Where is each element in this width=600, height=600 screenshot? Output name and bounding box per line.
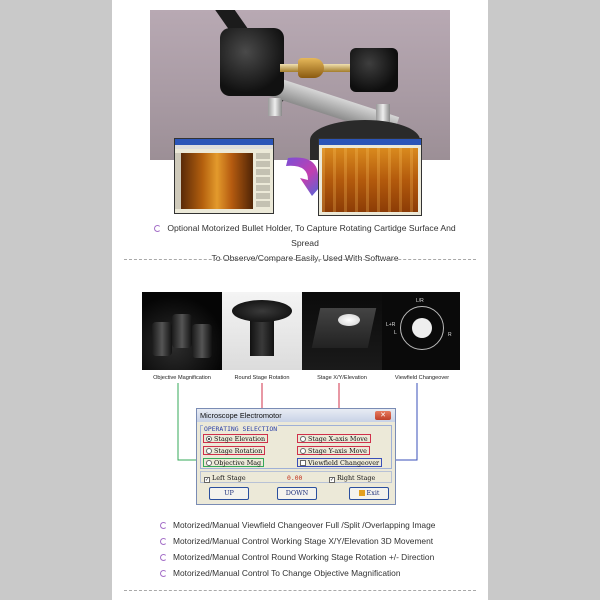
- group-label: OPERATING SELECTION: [204, 425, 278, 433]
- exit-button[interactable]: Exit: [349, 487, 389, 500]
- product-page: [112, 0, 488, 600]
- divider: [124, 590, 476, 591]
- dialog-titlebar: [197, 409, 395, 422]
- dialog-title: Microscope Electromotor: [200, 411, 282, 420]
- down-button[interactable]: DOWN: [277, 487, 317, 500]
- feature-list: [160, 517, 435, 581]
- option-stage-rotation[interactable]: Stage Rotation: [203, 446, 265, 455]
- option-stage-elevation[interactable]: Stage Elevation: [203, 434, 268, 443]
- up-button[interactable]: UP: [209, 487, 249, 500]
- marker-top: L/R: [416, 298, 424, 304]
- stage-value: 0.00: [287, 474, 303, 482]
- bullet-icon: [160, 538, 167, 545]
- check-icon: ✓: [205, 477, 210, 483]
- marker-left: L: [394, 330, 397, 336]
- option-stage-y[interactable]: Stage Y-axis Move: [297, 446, 370, 455]
- operating-selection-group: [200, 425, 392, 469]
- label-viewfield: Viewfield Changeover: [394, 375, 450, 381]
- radio-icon: [300, 448, 306, 454]
- callout-lines: [112, 0, 488, 600]
- list-item: Motorized/Manual Control Working Stage X/Y/Elevation 3D Movement: [160, 533, 435, 549]
- option-objective-mag[interactable]: Objective Mag: [203, 458, 264, 467]
- list-item: Motorized/Manual Control To Change Objective Magnification: [160, 565, 435, 581]
- bullet-icon: [160, 522, 167, 529]
- bullet-icon: [160, 554, 167, 561]
- option-viewfield[interactable]: Viewfield Changeover: [297, 458, 382, 467]
- list-item: Motorized/Manual Control Round Working Stage Rotation +/- Direction: [160, 549, 435, 565]
- option-stage-x[interactable]: Stage X-axis Move: [297, 434, 371, 443]
- label-xy-stage: Stage X/Y/Elevation: [317, 375, 367, 381]
- left-stage-checkbox[interactable]: ✓ Left Stage: [205, 474, 246, 483]
- list-item: Motorized/Manual Viewfield Changeover Full /Split /Overlapping Image: [160, 517, 435, 533]
- caption-line-1: Optional Motorized Bullet Holder, To Capture Rotating Cartidge Surface And Spread: [167, 223, 456, 248]
- radio-icon: [300, 436, 306, 442]
- label-objective: Objective Magnification: [153, 375, 211, 381]
- check-icon: ✓: [330, 477, 335, 483]
- checkbox-icon: [300, 460, 306, 466]
- caption-line-2: To Observe/Compare Easily, Used With Software: [211, 253, 399, 263]
- radio-icon: [206, 436, 212, 442]
- close-button[interactable]: ✕: [375, 411, 391, 420]
- radio-icon: [206, 460, 212, 466]
- right-stage-checkbox[interactable]: ✓ Right Stage: [330, 474, 376, 483]
- radio-icon: [206, 448, 212, 454]
- stage-row: [200, 471, 392, 483]
- marker-left-top: L+R: [386, 322, 396, 328]
- label-round-stage: Round Stage Rotation: [234, 375, 290, 381]
- bullet-icon: [160, 570, 167, 577]
- marker-right: R: [448, 332, 452, 338]
- electromotor-dialog: [196, 408, 396, 505]
- exit-icon: [359, 490, 365, 496]
